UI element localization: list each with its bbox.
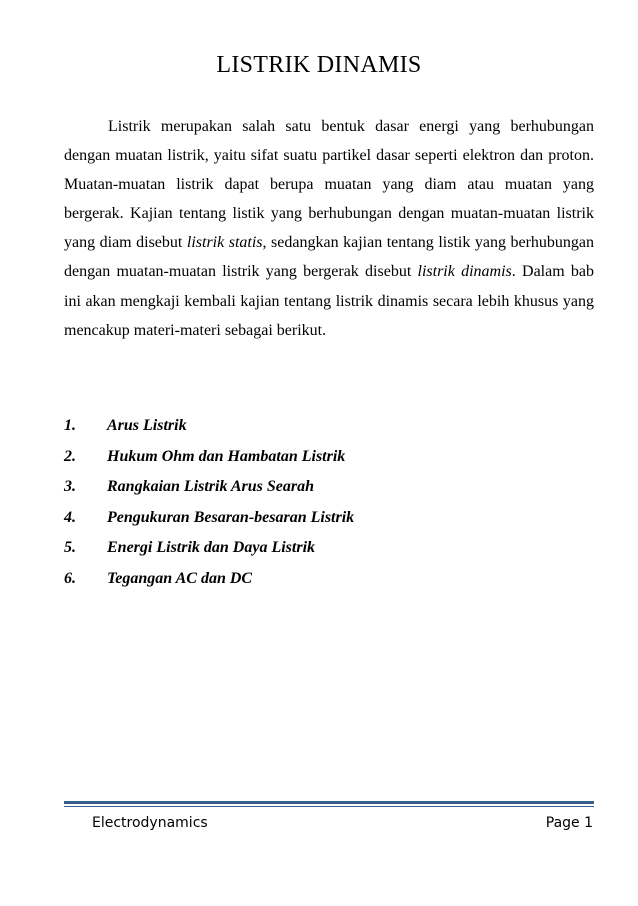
- footer-document-title: Electrodynamics: [92, 815, 208, 831]
- topic-label: Energi Listrik dan Daya Listrik: [107, 539, 316, 557]
- topic-label: Rangkaian Listrik Arus Searah: [107, 478, 315, 496]
- topic-label: Tegangan AC dan DC: [107, 569, 253, 587]
- topic-item: [64, 417, 354, 448]
- footer-divider-thin: [64, 806, 594, 807]
- topic-number: 1.: [64, 417, 76, 434]
- topic-item: [64, 539, 354, 570]
- page-title: LISTRIK DINAMIS: [216, 52, 422, 78]
- topic-number: 3.: [64, 478, 76, 496]
- paragraph-italic-listrik-statis: listrik statis: [186, 234, 263, 252]
- footer-page-number: Page 1: [545, 815, 593, 831]
- intro-paragraph: [64, 112, 594, 345]
- topic-item: [64, 478, 354, 509]
- topic-number: 6.: [64, 569, 76, 587]
- topic-label: Arus Listrik: [107, 417, 187, 434]
- topic-item: [64, 509, 354, 540]
- paragraph-italic-listrik-dinamis: listrik dinamis: [417, 263, 512, 281]
- topic-label: Pengukuran Besaran-besaran Listrik: [107, 508, 355, 526]
- paragraph-text-3: . Dalam bab ini akan mengkaji kembali kajian tentang listrik dinamis secara lebih khusus yang mencakup materi-materi sebagai berikut.: [64, 263, 595, 339]
- topic-label: Hukum Ohm dan Hambatan Listrik: [107, 447, 346, 465]
- paragraph-text-1: Listrik merupakan salah satu bentuk dasar energi yang berhubungan dengan muatan listrik, yaitu sifat suatu partikel dasar seperti elektron dan proton. Muatan-muatan listrik dapat berupa muatan yang diam atau muatan yang bergerak. Kajian tentang listik yang berhubungan dengan muatan-muatan listrik yang diam disebut: [64, 118, 594, 252]
- topic-item: [64, 570, 354, 601]
- topic-list: [64, 417, 354, 601]
- topic-item: [64, 448, 354, 479]
- topic-number: 2.: [64, 447, 76, 465]
- topic-number: 4.: [64, 508, 76, 526]
- topic-number: 5.: [64, 539, 76, 557]
- footer-divider-thick: [64, 801, 594, 804]
- paragraph-text-2: , sedangkan kajian tentang listik yang berhubungan dengan muatan-muatan listrik yang bergerak disebut: [64, 234, 595, 281]
